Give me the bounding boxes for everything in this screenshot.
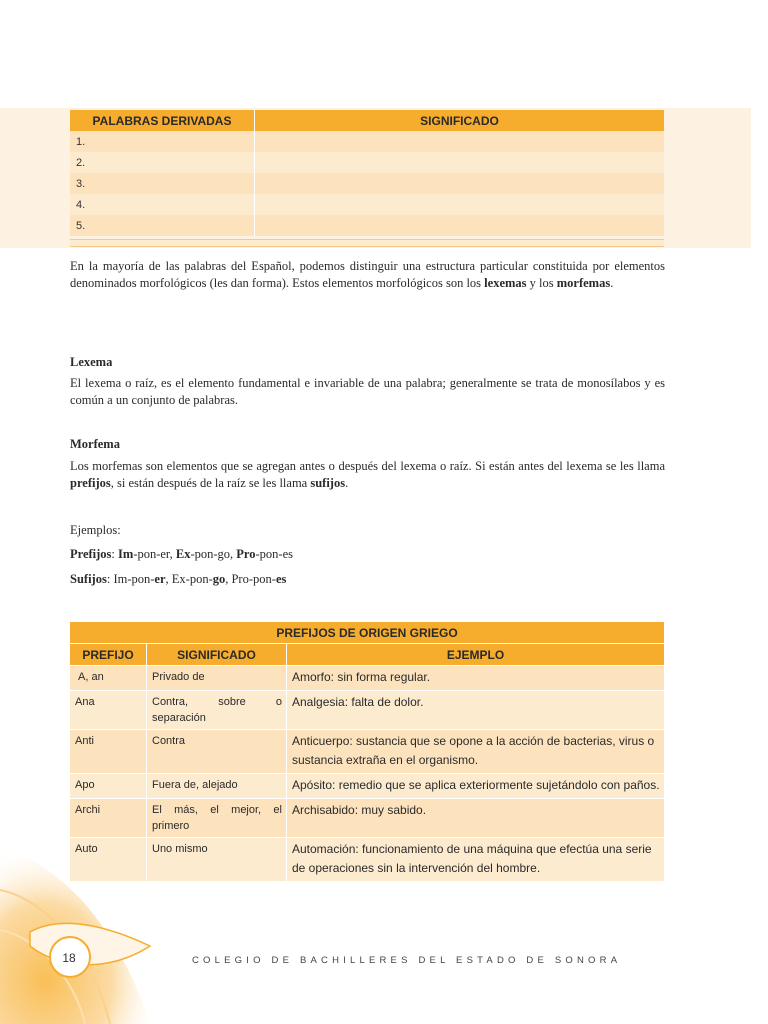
cell-prefijo: Ana (70, 690, 147, 729)
cell-ejemplo: Anticuerpo: sustancia que se opone a la acción de bacterias, virus o sustancia extraña en el organismo. (287, 729, 664, 773)
cell-ejemplo: Apósito: remedio que se aplica exteriormente sujetándolo con paños. (287, 773, 664, 798)
cell-prefijo: Archi (70, 798, 147, 837)
cell-ejemplo: Automación: funcionamiento de una máquina que efectúa una serie de operaciones sin la intervención del hombre. (287, 837, 664, 881)
cell-ejemplo: Archisabido: muy sabido. (287, 798, 664, 837)
morfema-text: , si están después de la raíz se les llama (110, 476, 311, 490)
suffix-part: go (212, 572, 226, 586)
table-title: PREFIJOS DE ORIGEN GRIEGO (70, 622, 664, 643)
prefijos-label: Prefijos (70, 547, 112, 561)
lexema-heading: Lexema (70, 355, 113, 369)
intro-text: En la mayoría de las palabras del Español, podemos distinguir una estructura particular constituida por elementos denominados morfológicos (les dan forma). Estos elementos morfológicos son los (70, 259, 665, 290)
row-meaning (255, 131, 664, 152)
cell-significado: Contra, sobre o separación (147, 690, 287, 729)
cell-significado: Contra (147, 729, 287, 773)
term-lexemas: lexemas (484, 276, 527, 290)
word-part: Im-pon- (113, 572, 155, 586)
row-number: 1. (70, 131, 255, 152)
row-meaning (255, 215, 664, 236)
cell-significado: Privado de (147, 665, 287, 690)
row-number: 3. (70, 173, 255, 194)
sufijos-label: Sufijos (70, 572, 107, 586)
prefijos-example (70, 547, 293, 562)
table-row (70, 215, 664, 236)
table-row (70, 665, 664, 690)
prefix-part: Im (118, 547, 134, 561)
table-row (70, 773, 664, 798)
cell-prefijo: A, an (70, 665, 147, 690)
morfema-text: Los morfemas son elementos que se agregan antes o después del lexema o raíz. Si están antes del lexema se les llama (70, 459, 665, 473)
word-part: -pon-go, (190, 547, 237, 561)
row-number: 4. (70, 194, 255, 215)
row-meaning (255, 173, 664, 194)
table-footer-rule (70, 239, 664, 247)
suffix-part: es (275, 572, 287, 586)
separator: : (111, 547, 119, 561)
suffix-part: er (154, 572, 166, 586)
cell-significado: Fuera de, alejado (147, 773, 287, 798)
footer-institution: COLEGIO DE BACHILLERES DEL ESTADO DE SONORA (192, 955, 622, 966)
cell-ejemplo: Amorfo: sin forma regular. (287, 665, 664, 690)
table-row (70, 194, 664, 215)
page-number: 18 (62, 951, 76, 965)
term-prefijos: prefijos (70, 476, 111, 490)
cell-significado: Uno mismo (147, 837, 287, 881)
header-ejemplo: EJEMPLO (287, 643, 664, 665)
cell-significado: El más, el mejor, el primero (147, 798, 287, 837)
table-row (70, 152, 664, 173)
word-part: -pon-er, (133, 547, 176, 561)
table-row (70, 729, 664, 773)
header-significado: SIGNIFICADO (147, 643, 287, 665)
prefix-part: Ex (175, 547, 191, 561)
cell-prefijo: Anti (70, 729, 147, 773)
examples-label: Ejemplos: (70, 523, 121, 537)
sufijos-example (70, 572, 286, 587)
table-row (70, 131, 664, 152)
decorative-swirl (0, 820, 200, 1024)
morfema-text: . (345, 476, 349, 490)
header-significado: SIGNIFICADO (255, 110, 664, 131)
row-number: 2. (70, 152, 255, 173)
word-part: , Ex-pon- (165, 572, 213, 586)
intro-text: . (610, 276, 614, 290)
table-row (70, 173, 664, 194)
prefix-part: Pro (236, 547, 256, 561)
cell-prefijo: Apo (70, 773, 147, 798)
intro-text: y los (526, 276, 557, 290)
row-meaning (255, 194, 664, 215)
word-part: , Pro-pon- (225, 572, 276, 586)
cell-ejemplo: Analgesia: falta de dolor. (287, 690, 664, 729)
term-morfemas: morfemas (556, 276, 611, 290)
intro-paragraph (70, 258, 665, 292)
term-sufijos: sufijos (310, 476, 346, 490)
header-prefijo: PREFIJO (70, 643, 147, 665)
derived-words-table (70, 110, 664, 236)
word-part: -pon-es (255, 547, 293, 561)
morfema-paragraph (70, 458, 665, 492)
morfema-heading: Morfema (70, 437, 120, 451)
separator: : (106, 572, 114, 586)
table-row (70, 690, 664, 729)
lexema-paragraph: El lexema o raíz, es el elemento fundamental e invariable de una palabra; generalmente se trata de monosílabos y es común a un conjunto de palabras. (70, 376, 665, 407)
row-number: 5. (70, 215, 255, 236)
header-palabras-derivadas: PALABRAS DERIVADAS (70, 110, 255, 131)
cell-prefijo: Auto (70, 837, 147, 881)
row-meaning (255, 152, 664, 173)
